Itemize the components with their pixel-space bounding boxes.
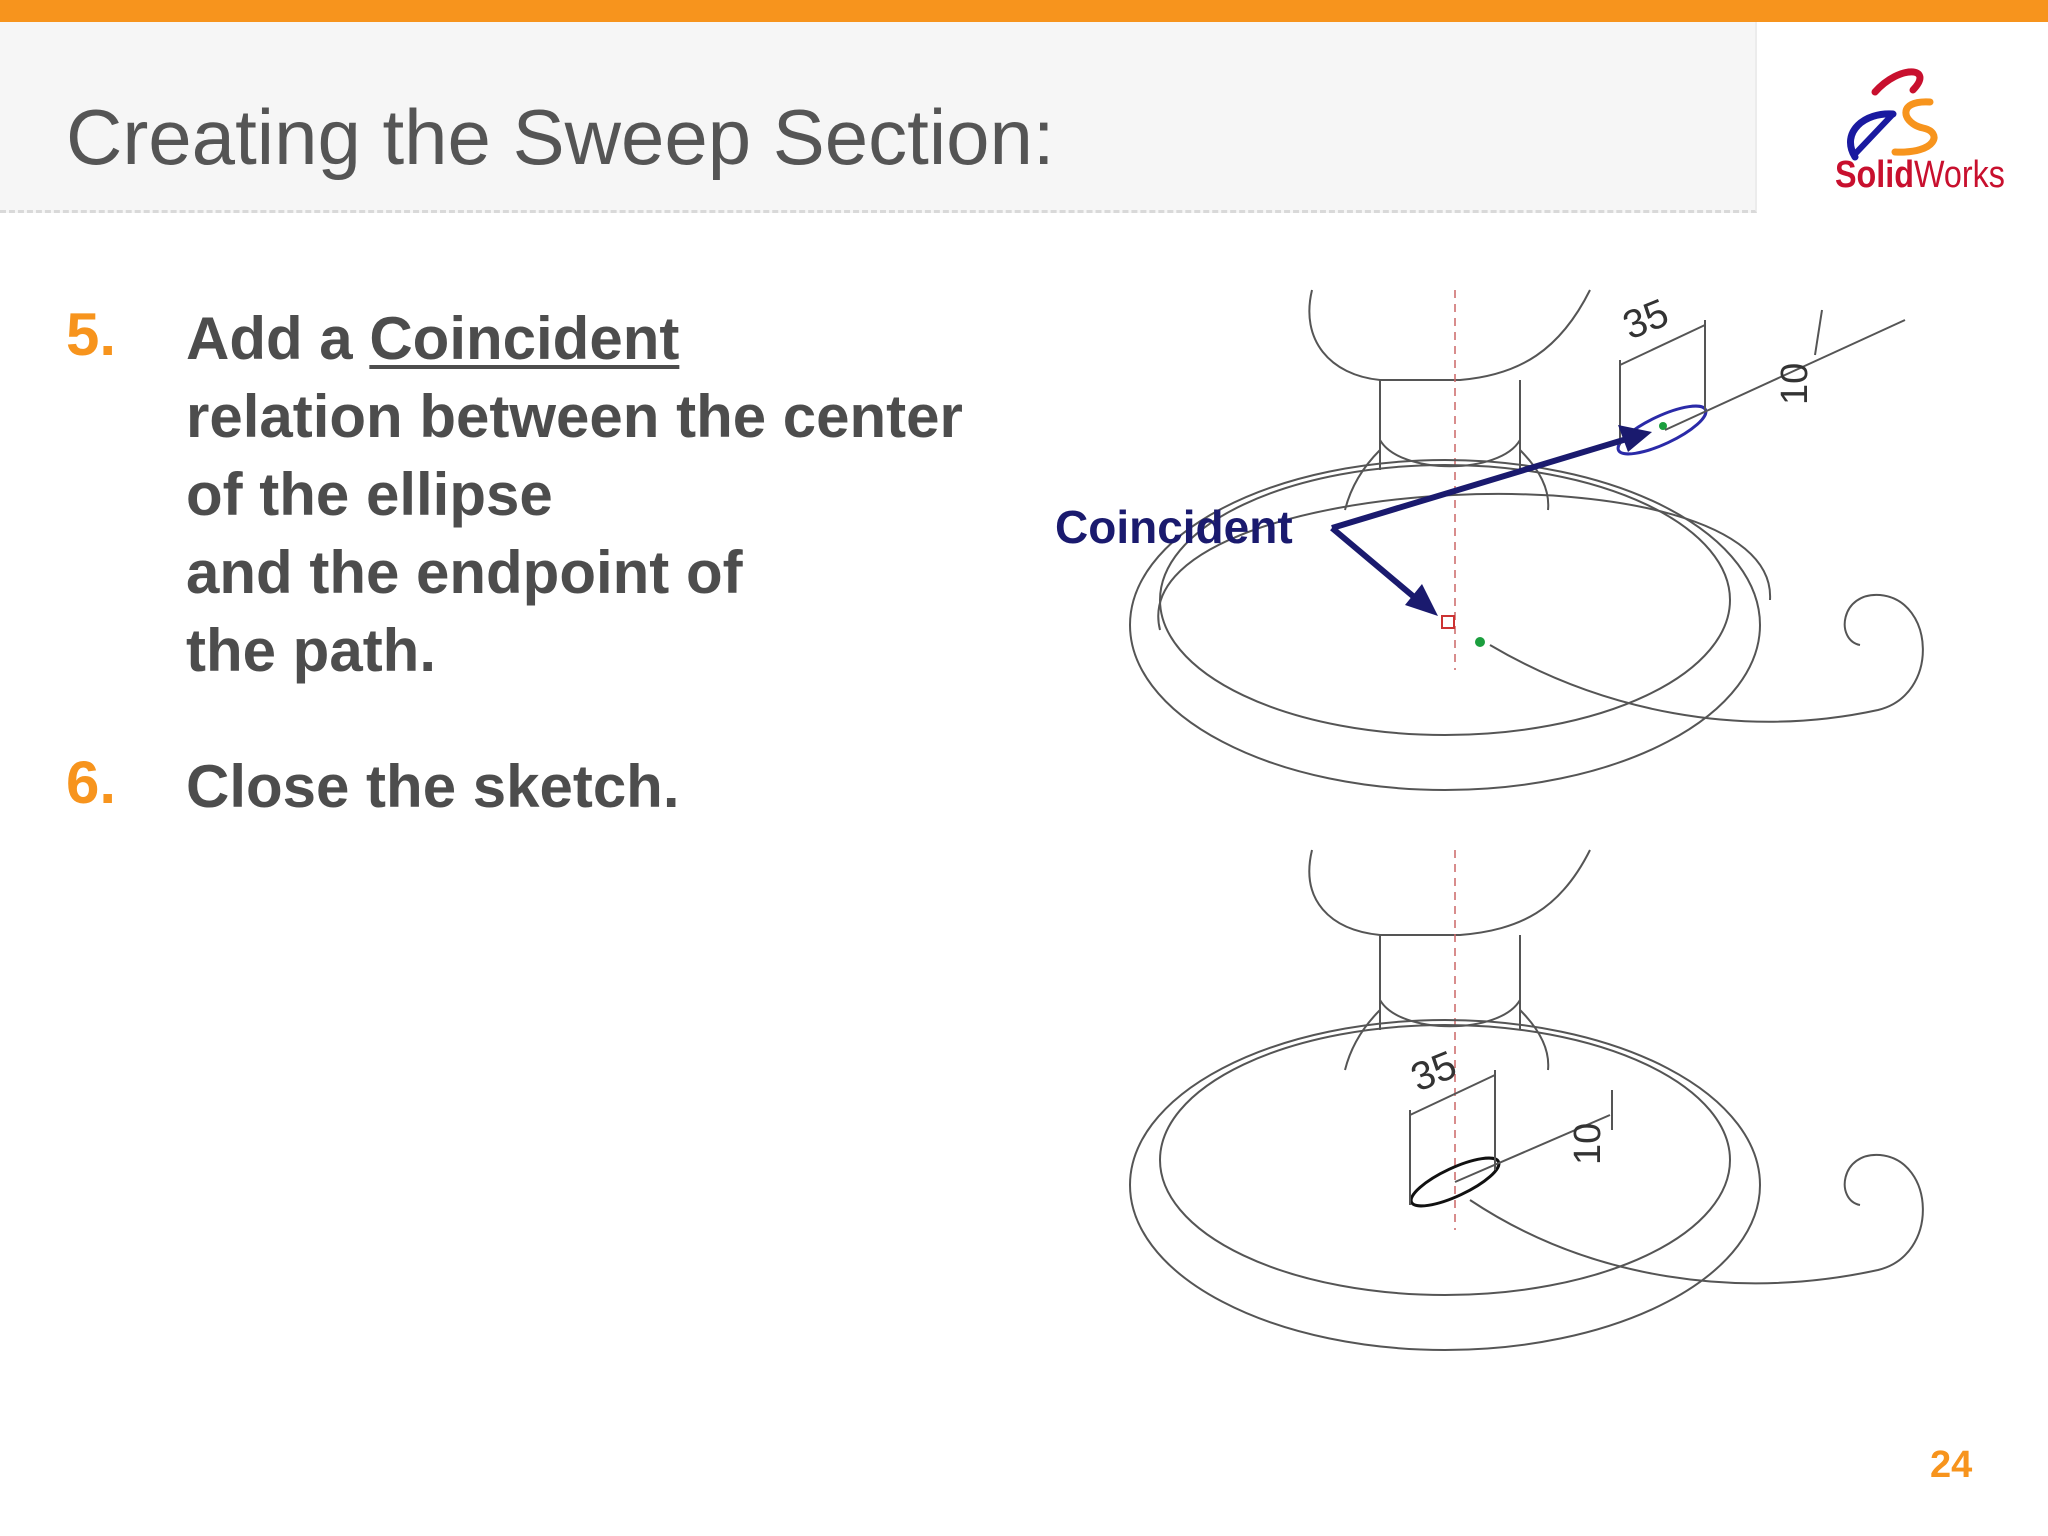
step-number: 6. (66, 749, 117, 816)
stem-top-curve (1309, 290, 1590, 380)
step-number: 5. (66, 301, 117, 368)
logo-solid: Solid (1835, 154, 1914, 196)
step-line: and the endpoint of (186, 539, 743, 606)
step-line: the path. (186, 617, 436, 684)
top-accent-bar (0, 0, 2048, 22)
arrow-head (1618, 425, 1652, 452)
stem-top-curve (1309, 850, 1590, 935)
arrow-head (1405, 584, 1438, 616)
step-line: of the ellipse (186, 461, 553, 528)
ds-logo-icon (1795, 62, 2025, 162)
solidworks-logo (1795, 62, 2025, 202)
sweep-path (1490, 595, 1923, 722)
step-text: Close the sketch. (186, 753, 680, 820)
slide-title: Creating the Sweep Section: (66, 93, 1055, 181)
logo-works: Works (1913, 154, 2005, 196)
path-endpoint-point (1475, 637, 1485, 647)
title-band (0, 22, 1757, 213)
coincident-callout-label: Coincident (1055, 501, 1293, 553)
cad-drawing (1000, 270, 2048, 1410)
top-dim-35: 35 (1616, 290, 1675, 349)
bottom-dim-10: 10 (1567, 1122, 1609, 1165)
endpoint-marker (1442, 616, 1454, 628)
logo-wordmark (1835, 154, 2005, 197)
bottom-dim-35: 35 (1404, 1042, 1463, 1101)
arrow-to-endpoint (1332, 528, 1420, 602)
dim-10-line (1815, 310, 1822, 355)
page-number: 24 (1930, 1444, 1973, 1486)
sweep-path (1470, 1155, 1923, 1283)
step-text (186, 300, 1136, 690)
coincident-keyword: Coincident (369, 305, 680, 372)
step-line: relation between the center (186, 383, 963, 450)
top-dim-10: 10 (1774, 362, 1816, 405)
fillet-lines (1345, 450, 1548, 510)
step-prefix: Add a (186, 305, 370, 372)
bottom-view (1130, 850, 1923, 1350)
